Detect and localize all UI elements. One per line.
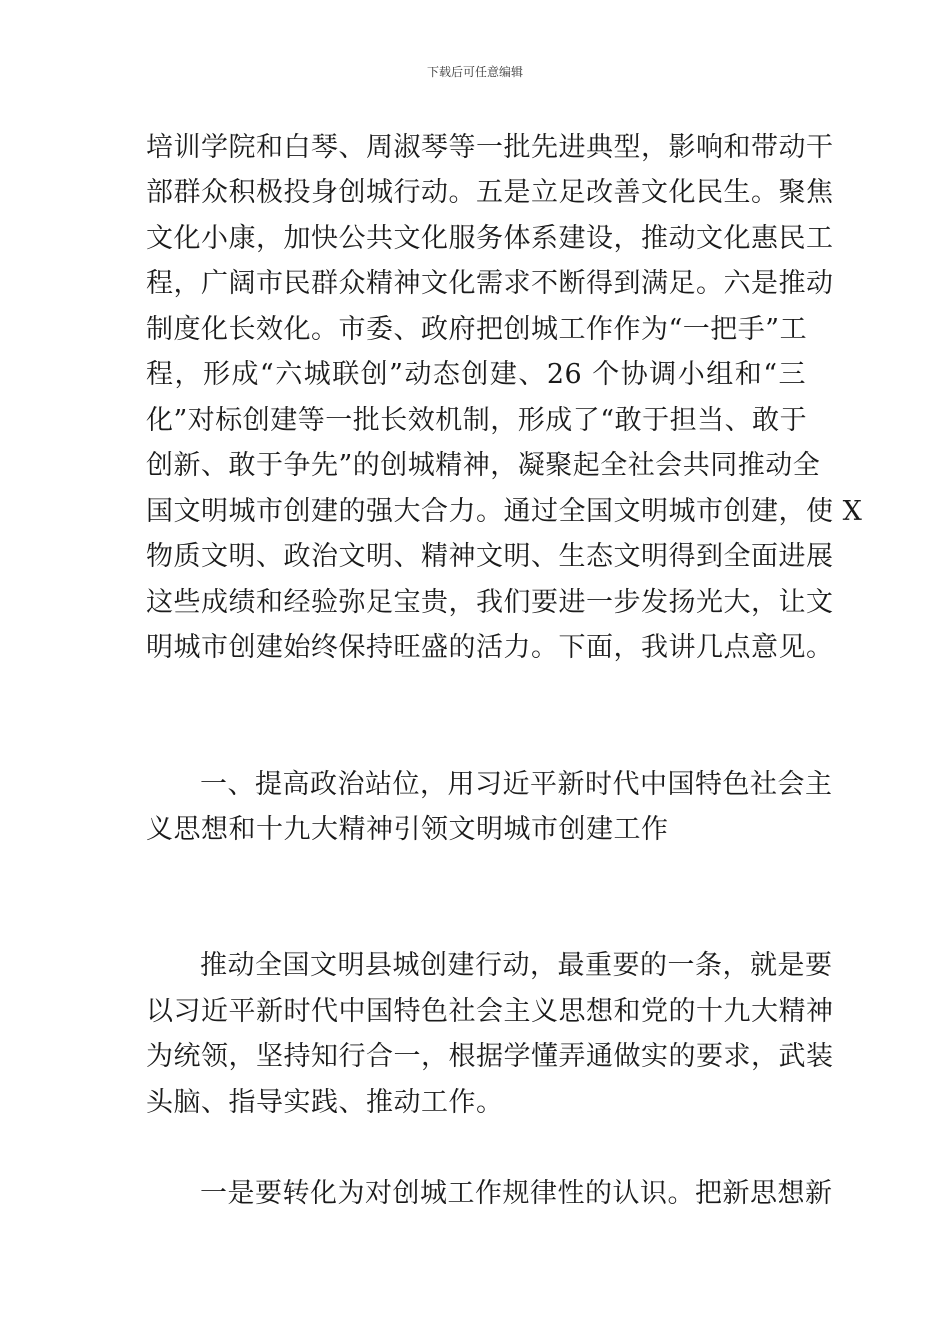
paragraph-line: 头脑、指导实践、推动工作。 [146,1087,504,1118]
heading-line: 义思想和十九大精神引领文明城市创建工作 [146,814,669,845]
paragraph-line: 程，形成“六城联创”动态创建、26 个协调小组和“三 [146,359,806,390]
paragraph-line: 程，广阔市民群众精神文化需求不断得到满足。六是推动 [146,268,834,299]
paragraph-line: 文化小康，加快公共文化服务体系建设，推动文化惠民工 [146,223,834,254]
paragraph-line: 物质文明、政治文明、精神文明、生态文明得到全面进展 [146,541,834,572]
paragraph-line: 一是要转化为对创城工作规律性的认识。把新思想新 [200,1178,833,1209]
paragraph-line: 国文明城市创建的强大合力。通过全国文明城市创建，使 X [146,496,863,527]
paragraph-line: 明城市创建始终保持旺盛的活力。下面，我讲几点意见。 [146,632,834,663]
paragraph-line: 培训学院和白琴、周淑琴等一批先进典型，影响和带动干 [146,132,834,163]
heading-line: 一、提高政治站位，用习近平新时代中国特色社会主 [200,769,833,800]
paragraph-line: 化”对标创建等一批长效机制，形成了“敢于担当、敢于 [146,405,808,436]
page-header: 下载后可任意编辑 [426,65,523,79]
paragraph-line: 制度化长效化。市委、政府把创城工作作为“一把手”工 [146,314,808,345]
paragraph-line: 这些成绩和经验弥足宝贵，我们要进一步发扬光大，让文 [146,587,834,618]
paragraph-line: 以习近平新时代中国特色社会主义思想和党的十九大精神 [146,996,834,1027]
paragraph-line: 推动全国文明县城创建行动，最重要的一条，就是要 [200,950,833,981]
paragraph-line: 部群众积极投身创城行动。五是立足改善文化民生。聚焦 [146,177,834,208]
paragraph-line: 创新、敢于争先”的创城精神，凝聚起全社会共同推动全 [146,450,821,481]
paragraph-line: 为统领，坚持知行合一，根据学懂弄通做实的要求，武装 [146,1041,834,1072]
